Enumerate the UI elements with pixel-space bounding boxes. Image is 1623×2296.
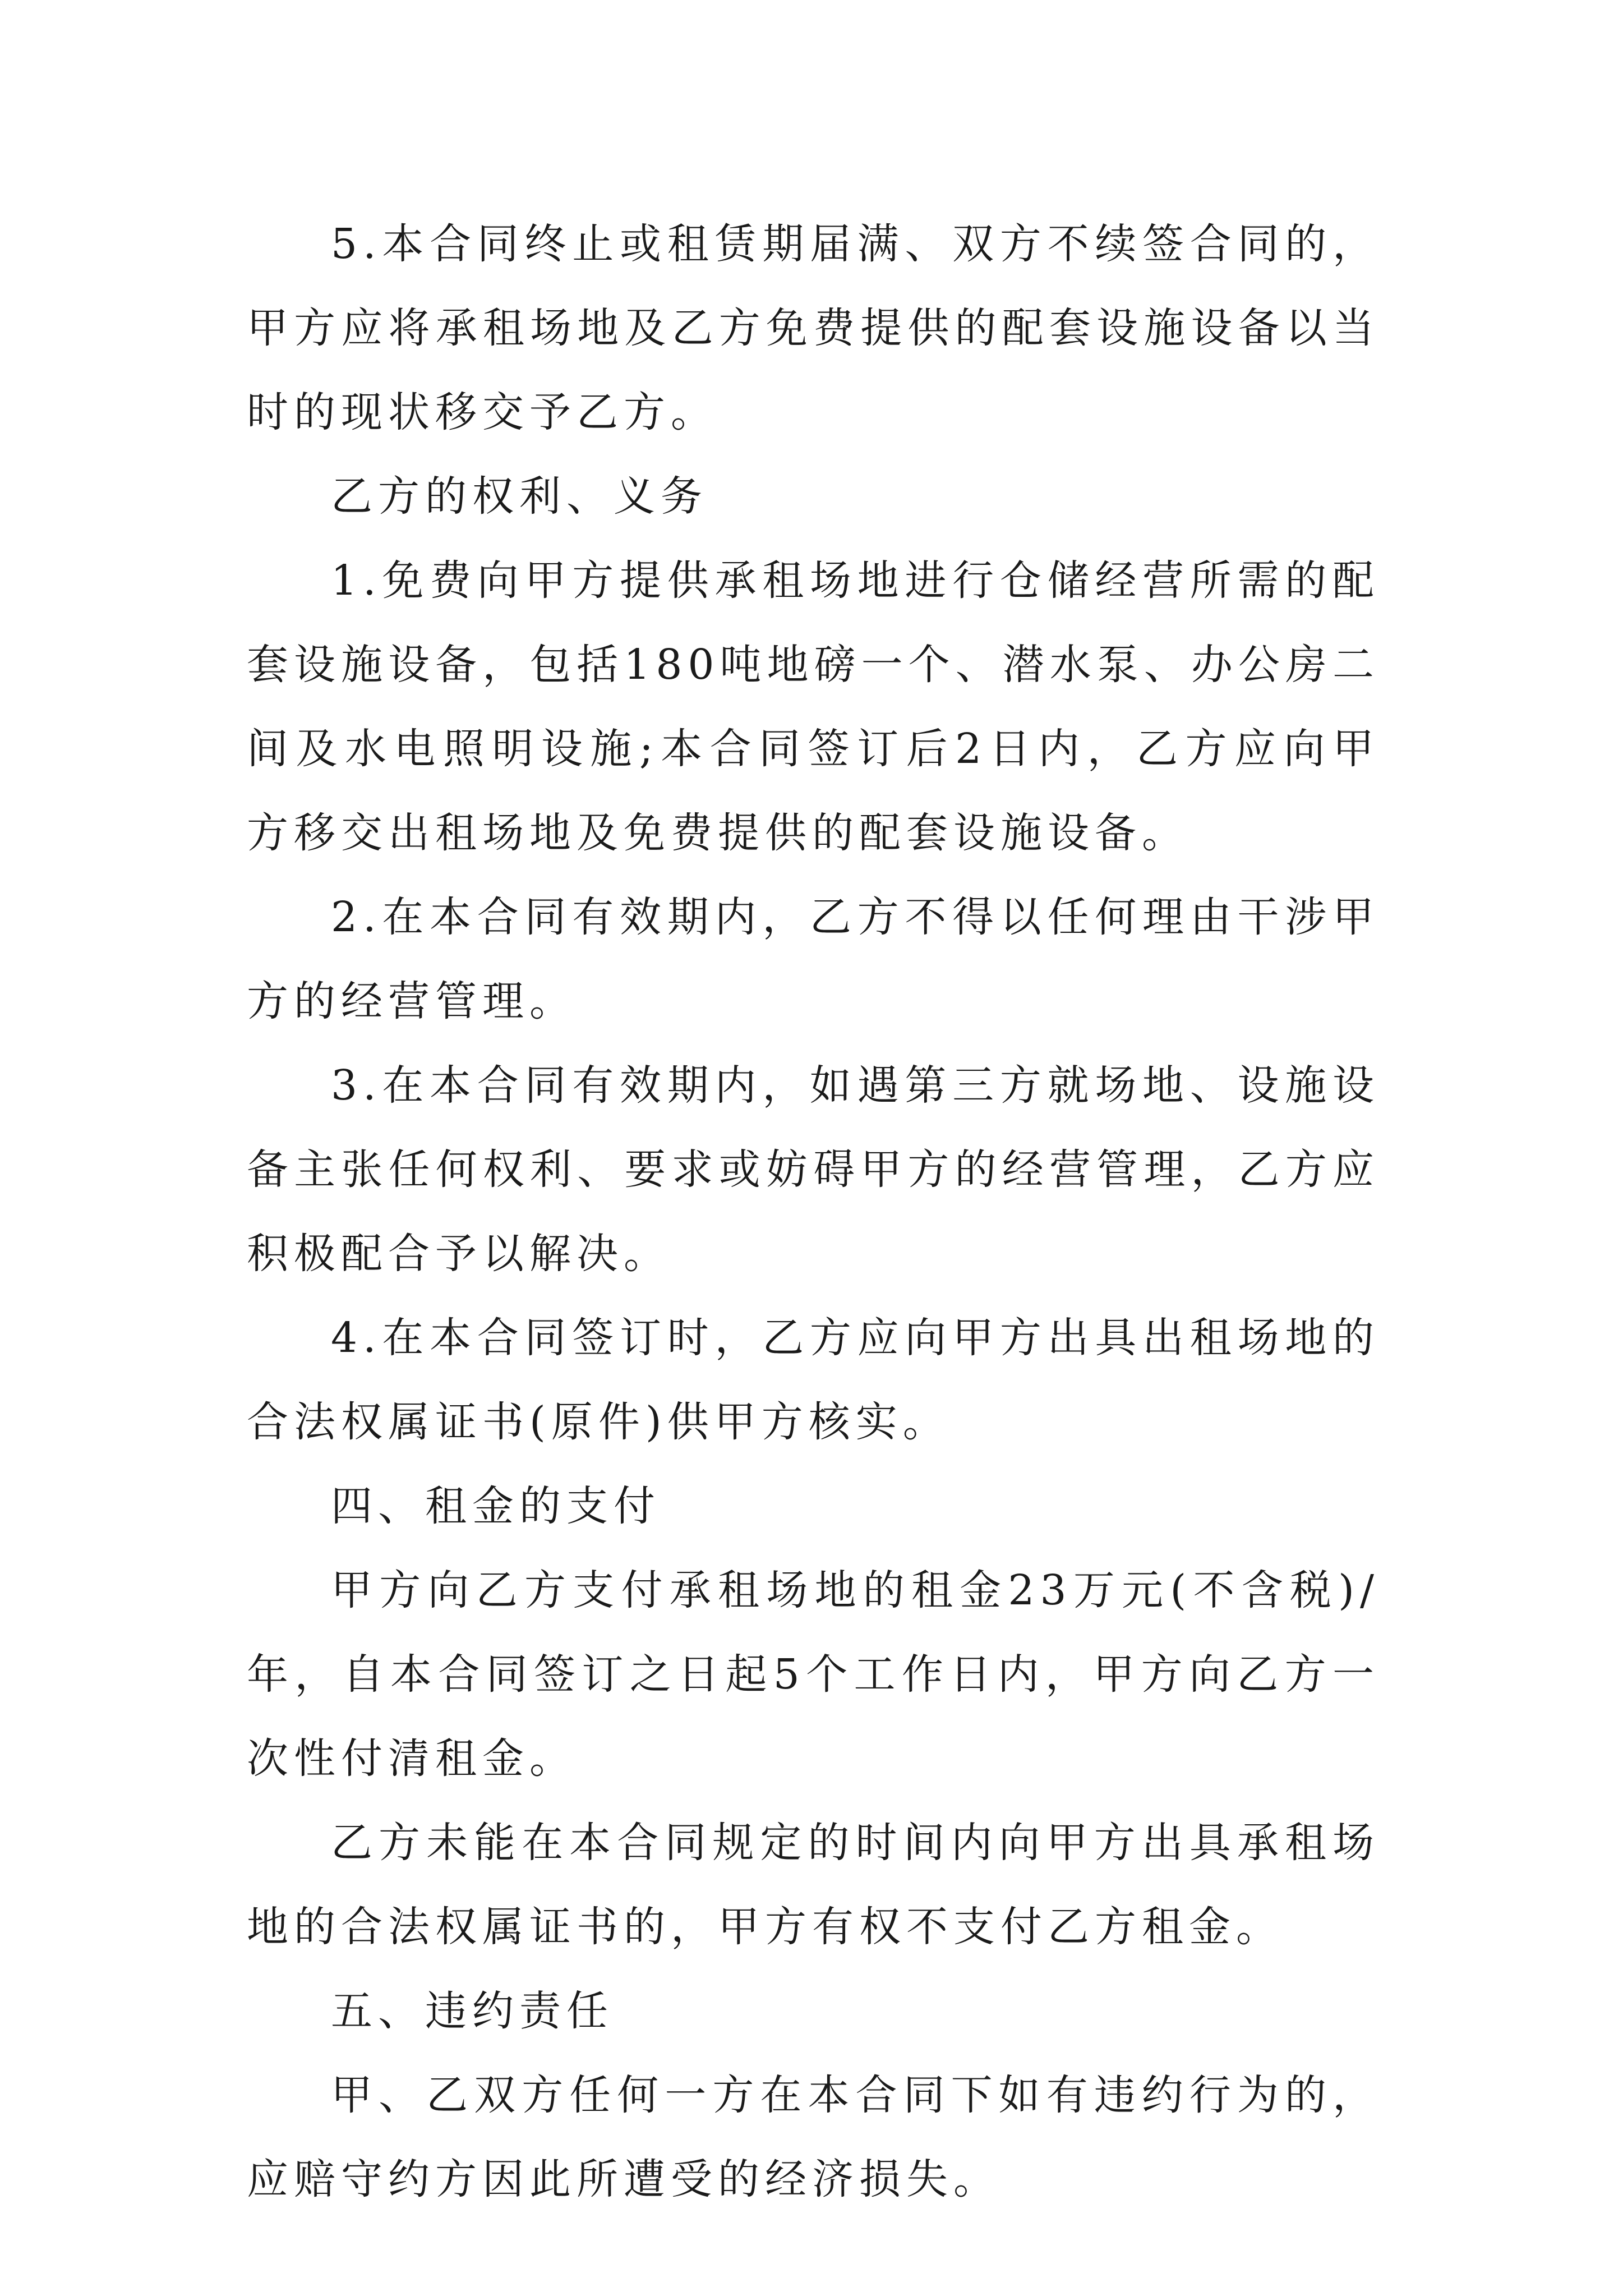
- clause-5-return-premises: 5.本合同终止或租赁期届满、双方不续签合同的，甲方应将承租场地及乙方免费提供的配套设施设备以当时的现状移交予乙方。: [247, 220, 1380, 436]
- clause-1-free-facilities: 1.免费向甲方提供承租场地进行仓储经营所需的配套设施设备，包括180吨地磅一个、潜水泵、办公房二间及水电照明设施;本合同签订后2日内，乙方应向甲方移交出租场地及免费提供的配套设施设备。: [247, 556, 1380, 857]
- rent-payment-terms: 甲方向乙方支付承租场地的租金23万元(不含税)/年，自本合同签订之日起5个工作日内，甲方向乙方一次性付清租金。: [247, 1566, 1380, 1783]
- rent-withholding-terms: 乙方未能在本合同规定的时间内向甲方出具承租场地的合法权属证书的，甲方有权不支付乙方租金。: [247, 1819, 1380, 1951]
- clause-4-ownership-certificate: 4.在本合同签订时，乙方应向甲方出具出租场地的合法权属证书(原件)供甲方核实。: [247, 1314, 1380, 1446]
- section-heading-breach-liability: 五、违约责任: [331, 1987, 614, 2035]
- breach-liability-terms: 甲、乙双方任何一方在本合同下如有违约行为的，应赔守约方因此所遭受的经济损失。: [247, 2071, 1380, 2203]
- section-heading-party-b-rights: 乙方的权利、义务: [331, 472, 708, 521]
- document-body: [247, 202, 1380, 2221]
- clause-2-no-interference: 2.在本合同有效期内，乙方不得以任何理由干涉甲方的经营管理。: [247, 893, 1380, 1025]
- section-heading-rent-payment: 四、租金的支付: [331, 1482, 661, 1530]
- clause-3-third-party-claims: 3.在本合同有效期内，如遇第三方就场地、设施设备主张任何权利、要求或妨碍甲方的经营管理，乙方应积极配合予以解决。: [247, 1061, 1380, 1278]
